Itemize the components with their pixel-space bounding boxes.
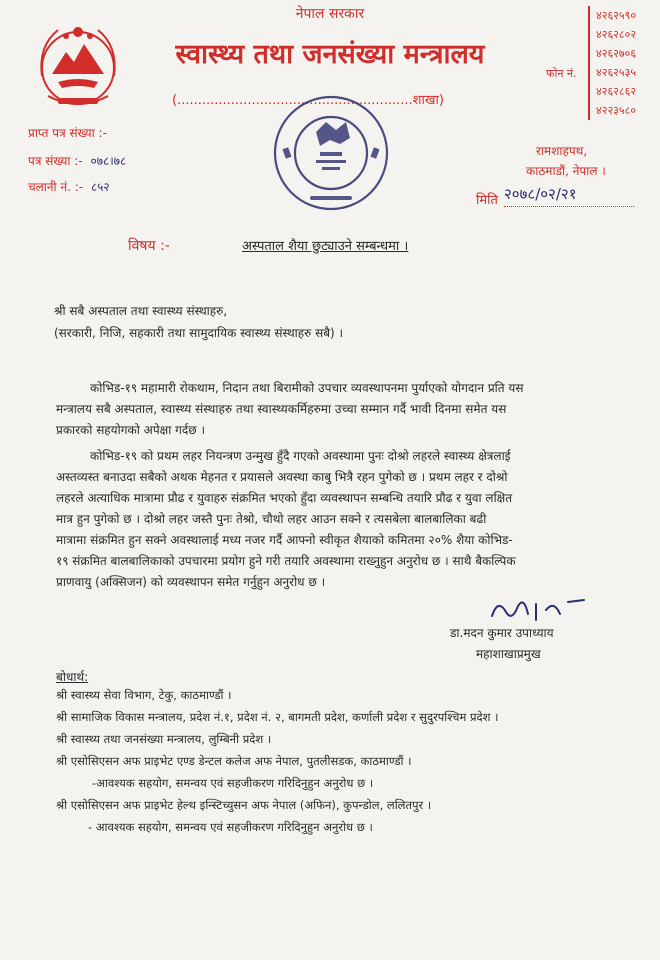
office-stamp-icon bbox=[270, 92, 392, 214]
date-label: मिति bbox=[476, 193, 498, 208]
body-paragraph-2 bbox=[56, 446, 600, 593]
phone-number: ४२६२५३५ bbox=[596, 66, 637, 79]
paragraph-line: मन्त्रालय सबै अस्पताल, स्वास्थ्य संस्थाहरु तथा स्वास्थ्यकर्मिहरुमा उच्चा सम्मान गर्दै भावी दिनमा समेत यस bbox=[56, 402, 507, 416]
recipient-line: श्री सबै अस्पताल तथा स्वास्थ्य संस्थाहरु, bbox=[54, 304, 228, 318]
cc-item: श्री सामाजिक विकास मन्त्रालय, प्रदेश नं.१, प्रदेश नं. २, बागमती प्रदेश, कर्णाली प्रदेश र सुदुरपश्चिम प्रदेश । bbox=[56, 710, 499, 724]
phone-label: फोन नं. bbox=[546, 67, 577, 80]
cc-item-note: - आवश्यक सहयोग, समन्वय एवं सहजीकरण गरिदिनुहुन अनुरोध छ । bbox=[88, 820, 373, 834]
paragraph-line: मात्र हुन पुगेको छ । दोश्रो लहर जस्तै पुनः तेश्रो, चौथो लहर आउन सक्ने र त्यसबेला बालबालिका बढी bbox=[56, 512, 487, 526]
paragraph-line: मात्रामा संक्रमित हुन सक्ने अवस्थालाई मध्य नजर गर्दै आफ्नो स्वीकृत शैयाको कमितमा २०% शैया कोभिड- bbox=[56, 533, 513, 547]
handwritten-signature-icon bbox=[488, 594, 588, 624]
phone-number: ४२६२८६२ bbox=[596, 85, 637, 98]
received-number-label: प्राप्त पत्र संख्या :- bbox=[28, 126, 107, 140]
phone-list bbox=[588, 6, 636, 120]
letter-number-label: पत्र संख्या :- bbox=[28, 154, 83, 168]
body-paragraph-1 bbox=[56, 378, 600, 441]
ministry-title: स्वास्थ्य तथा जनसंख्या मन्त्रालय bbox=[175, 39, 485, 70]
dispatch-number-value: ८५२ bbox=[90, 180, 110, 194]
signatory-title: महाशाखाप्रमुख bbox=[476, 647, 541, 661]
paragraph-line: प्रकारको सहयोगको अपेक्षा गर्दछ । bbox=[56, 423, 206, 437]
cc-label: बोधार्थ: bbox=[56, 670, 89, 684]
letter-number-value: ०७८।७८ bbox=[90, 154, 127, 168]
phone-number: ४२६२५९० bbox=[596, 9, 637, 22]
paragraph-line: १९ संक्रमित बालबालिकाको उपचारमा प्रयोग हुने गरी तयारि अवस्थामा राख्नुहुन अनुरोध छ । साथै बैकल्पिक bbox=[56, 554, 516, 568]
phone-number: ४२६२७०६ bbox=[596, 47, 637, 60]
cc-item: श्री एसोसिएसन अफ प्राइभेट हेल्थ इन्स्टिच्युसन अफ नेपाल (अफिन), कुपन्डोल, ललितपुर । bbox=[56, 798, 432, 812]
recipient-line: (सरकारी, निजि, सहकारी तथा सामुदायिक स्वास्थ्य संस्थाहरु सबै) । bbox=[54, 326, 344, 340]
signatory-name: डा.मदन कुमार उपाध्याय bbox=[450, 626, 554, 640]
cc-item-note: -आवश्यक सहयोग, समन्वय एवं सहजीकरण गरिदिनुहुन अनुरोध छ । bbox=[92, 776, 374, 790]
cc-item: श्री एसोसिएसन अफ प्राइभेट एण्ड डेन्टल कलेज अफ नेपाल, पुतलीसडक, काठमाण्डौं । bbox=[56, 754, 412, 768]
branch-line: (.........................................................शाखा) bbox=[172, 93, 444, 108]
phone-number: ४२६२८०२ bbox=[596, 28, 637, 41]
date-value: २०७८/०२/२१ bbox=[504, 184, 634, 207]
cc-item: श्री स्वास्थ्य तथा जनसंख्या मन्त्रालय, लुम्बिनी प्रदेश । bbox=[56, 732, 272, 746]
subject-text-value: अस्पताल शैया छुट्याउने सम्बन्धमा । bbox=[242, 239, 409, 254]
government-heading: नेपाल सरकार bbox=[295, 6, 365, 22]
cc-item: श्री स्वास्थ्य सेवा विभाग, टेकु, काठमाण्डौं । bbox=[56, 688, 232, 702]
paragraph-line: अस्तव्यस्त बनाउदा सबैको अथक मेहनत र प्रयासले अवस्था काबु भित्रै रहन पुगेको छ । प्रथम लहर र दोश्रो bbox=[56, 470, 508, 484]
paragraph-line: प्राणवायु (अक्सिजन) को व्यवस्थापन समेत गर्नुहुन अनुरोध छ । bbox=[56, 575, 326, 589]
subject-text bbox=[242, 236, 408, 254]
dispatch-number bbox=[28, 178, 110, 195]
dispatch-number-label: चलानी नं. :- bbox=[28, 180, 84, 194]
paragraph-line: कोभिड-१९ महामारी रोकथाम, निदान तथा बिरामीको उपचार व्यवस्थापनमा पुर्याएको योगदान प्रति यस bbox=[90, 381, 524, 395]
letter-number bbox=[28, 152, 126, 169]
phone-number: ४२२३५८० bbox=[596, 104, 637, 117]
paragraph-line: कोभिड-१९ को प्रथम लहर नियन्त्रण उन्मुख हुँदै गएको अवस्थामा पुनः दोश्रो लहरले स्वास्थ्य क्षेत्रलाई bbox=[90, 449, 511, 463]
subject-label: विषय :- bbox=[128, 238, 170, 254]
paragraph-line: लहरले अत्याधिक मात्रामा प्रौढ र युवाहरु संक्रमित भएको हुँदा व्यवस्थापन सम्बन्धि तयारि प्रौढ र युवा लक्षित bbox=[56, 491, 513, 505]
address-street: रामशाहपथ, bbox=[536, 144, 588, 158]
address-city: काठमाडौं, नेपाल । bbox=[526, 164, 606, 178]
